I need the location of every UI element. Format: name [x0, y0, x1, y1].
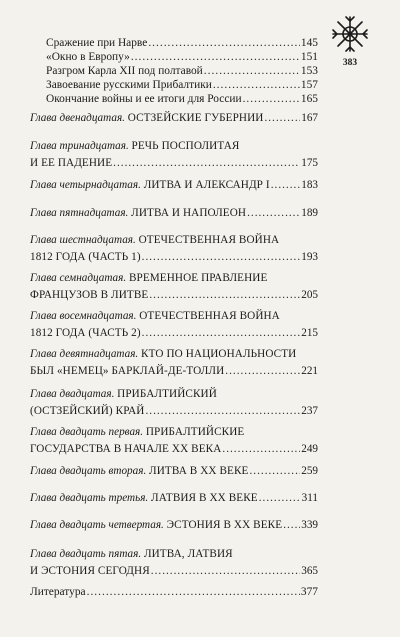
toc-entry-page: 215 — [301, 327, 318, 339]
toc-entry-line — [30, 547, 318, 561]
chapter-title-line: И ЕЕ ПАДЕНИЕ — [30, 157, 113, 169]
toc-entry-line — [30, 250, 318, 264]
toc-entry-line — [30, 347, 318, 361]
toc-entry-page: 221 — [301, 365, 318, 377]
chapter-prefix: Глава двадцать третья. — [30, 492, 149, 504]
chapter-prefix: Глава восемнадцатая. — [30, 310, 137, 322]
chapter-prefix: Глава шестнадцатая. — [30, 234, 136, 246]
toc-chapter-title — [30, 288, 148, 302]
toc-entry-line — [30, 404, 318, 418]
toc-chapter-title — [30, 347, 296, 361]
toc-entry-title: Разгром Карла XII под полтавой — [46, 65, 203, 77]
chapter-prefix: Глава двадцать пятая. — [30, 548, 142, 560]
toc-entry-page: 167 — [301, 112, 318, 124]
toc-chapter-title — [30, 139, 239, 153]
toc-entry-title: «Окно в Европу» — [46, 51, 130, 63]
toc-entry-page: 237 — [301, 405, 318, 417]
toc-chapter-title — [30, 425, 244, 439]
chapter-prefix: Глава двадцатая. — [30, 388, 115, 400]
chapter-prefix: Глава двадцать четвертая. — [30, 519, 164, 531]
toc-chapter-entry — [30, 206, 318, 220]
toc-chapter-title — [30, 404, 144, 418]
toc-entry-title: Сражение при Нарве — [46, 37, 148, 49]
toc-entry-line — [30, 309, 318, 323]
toc-chapter-title — [30, 271, 267, 285]
chapter-prefix: Глава девятнадцатая. — [30, 348, 139, 360]
chapter-prefix: Глава двенадцатая. — [30, 112, 125, 124]
toc-chapter-title — [30, 326, 141, 340]
toc-entry-line — [30, 271, 318, 285]
toc-entry-line — [30, 364, 318, 378]
toc-chapter-entry — [30, 518, 318, 532]
toc-entry-page: 189 — [301, 207, 318, 219]
toc-chapter-title — [30, 156, 112, 170]
toc-entry-page: 153 — [300, 65, 318, 77]
toc-entry-page: 259 — [301, 465, 318, 477]
toc-entry-line — [30, 139, 318, 153]
compass-star-emblem-icon — [330, 14, 370, 54]
chapter-title-line: ЛИТВА И НАПОЛЕОН — [131, 207, 247, 219]
chapter-prefix: Глава двадцать первая. — [30, 426, 144, 438]
leader-dots — [148, 36, 300, 50]
leader-dots — [87, 585, 300, 599]
chapter-title-line: ФРАНЦУЗОВ В ЛИТВЕ — [30, 289, 149, 301]
toc-entry-page: 145 — [300, 37, 318, 49]
leader-dots — [142, 326, 301, 340]
toc-entry-line — [30, 206, 318, 220]
toc-entry-line — [30, 156, 318, 170]
toc-chapter-title — [30, 518, 282, 532]
toc-entry-title: Окончание войны и ее итоги для России — [46, 93, 242, 105]
toc-chapter-entry — [30, 464, 318, 478]
chapter-title-line: ОТЕЧЕСТВЕННАЯ ВОЙНА — [138, 234, 280, 246]
leader-dots — [113, 156, 300, 170]
toc-chapter-entry — [30, 139, 318, 170]
leader-dots — [213, 78, 300, 92]
chapter-prefix: Глава семнадцатая. — [30, 272, 127, 284]
chapter-title-line: 1812 ГОДА (ЧАСТЬ 1) — [30, 251, 141, 263]
leader-dots — [247, 206, 300, 220]
toc-entry-line — [46, 64, 318, 78]
leader-dots — [151, 564, 300, 578]
toc-entry-page: 157 — [300, 79, 318, 91]
chapter-prefix: Глава тринадцатая. — [30, 140, 129, 152]
toc-chapter-entry — [30, 111, 318, 125]
toc-chapter-entry — [30, 271, 318, 302]
chapter-title-line: ЛИТВА, ЛАТВИЯ — [143, 548, 233, 560]
chapter-title-line: ОТЕЧЕСТВЕННАЯ ВОЙНА — [139, 310, 280, 322]
leader-dots — [142, 250, 301, 264]
toc-chapter-title — [30, 442, 221, 456]
toc-entry-line — [46, 50, 318, 64]
toc-entry-line — [30, 387, 318, 401]
toc-entry-page: 377 — [300, 586, 318, 598]
toc-entry-title: Литература — [30, 586, 86, 598]
toc-entry-line — [30, 491, 318, 505]
toc-sub-entry — [46, 92, 318, 106]
toc-entry-title: Завоевание русскими Прибалтики — [46, 79, 212, 91]
chapter-title-line: ЭСТОНИЯ В ХХ ВЕКЕ — [166, 519, 283, 531]
chapter-title-line: ВРЕМЕННОЕ ПРАВЛЕНИЕ — [128, 272, 268, 284]
toc-entry-line — [46, 92, 318, 106]
toc-entry-line — [30, 326, 318, 340]
toc-chapter-entry — [30, 309, 318, 340]
toc-entry-page: 339 — [301, 519, 318, 531]
toc-chapter-entry — [30, 387, 318, 418]
page-number: 383 — [342, 58, 358, 68]
toc-entry-line — [46, 36, 318, 50]
chapter-prefix: Глава двадцать вторая. — [30, 465, 147, 477]
toc-entry-page: 205 — [301, 289, 318, 301]
toc-entry-line — [30, 564, 318, 578]
toc-entry-page: 249 — [301, 443, 318, 455]
leader-dots — [131, 50, 300, 64]
leader-dots — [264, 111, 300, 125]
toc-entry-line — [30, 425, 318, 439]
chapter-title-line: ЛИТВА И АЛЕКСАНДР I — [143, 179, 270, 191]
chapter-title-line: ЛАТВИЯ В ХХ ВЕКЕ — [151, 492, 258, 504]
toc-chapter-title — [30, 387, 217, 401]
leader-dots — [250, 464, 301, 478]
toc-entry-line — [46, 78, 318, 92]
chapter-title-line: 1812 ГОДА (ЧАСТЬ 2) — [30, 327, 141, 339]
leader-dots — [283, 518, 300, 532]
toc-chapter-entry — [30, 347, 318, 378]
toc-chapter-entry — [30, 178, 318, 192]
toc-chapter-entry — [30, 425, 318, 456]
toc-chapter-title — [30, 547, 233, 561]
chapter-title-line: ГОСУДАРСТВА В НАЧАЛЕ ХХ ВЕКА — [30, 443, 222, 455]
chapter-title-line: ПРИБАЛТИЙСКИЙ — [117, 388, 217, 400]
chapter-title-line: РЕЧЬ ПОСПОЛИТАЯ — [131, 140, 240, 152]
toc-chapter-title — [30, 178, 270, 192]
leader-dots — [259, 491, 301, 505]
toc-chapter-title — [30, 111, 263, 125]
toc-entry-line — [30, 585, 318, 599]
toc-chapter-title — [30, 250, 141, 264]
toc-entry-line — [30, 442, 318, 456]
toc-entry-line — [30, 518, 318, 532]
toc-entry-line — [30, 233, 318, 247]
toc-chapter-title — [30, 364, 224, 378]
toc-sub-entry — [46, 36, 318, 50]
chapter-prefix: Глава пятнадцатая. — [30, 207, 129, 219]
toc-sub-entry — [46, 50, 318, 64]
toc-literature-entry — [30, 585, 318, 599]
chapter-title-line: (ОСТЗЕЙСКИЙ) КРАЙ — [30, 405, 145, 417]
leader-dots — [222, 442, 300, 456]
toc-entry-line — [30, 178, 318, 192]
toc-entry-page: 193 — [301, 251, 318, 263]
chapter-title-line: КТО ПО НАЦИОНАЛЬНОСТИ — [141, 348, 297, 360]
leader-dots — [271, 178, 300, 192]
toc-chapter-title — [30, 564, 150, 578]
toc-chapter-entry — [30, 233, 318, 264]
toc-entry-page: 183 — [301, 179, 318, 191]
leader-dots — [204, 64, 300, 78]
chapter-prefix: Глава четырнадцатая. — [30, 179, 141, 191]
toc-chapter-entry — [30, 491, 318, 505]
chapter-title-line: ПРИБАЛТИЙСКИЕ — [145, 426, 245, 438]
leader-dots — [145, 404, 300, 418]
toc-entry-page: 175 — [301, 157, 318, 169]
toc-entry-page: 365 — [301, 565, 318, 577]
toc-chapter-title — [30, 464, 249, 478]
chapter-title-line: ЛИТВА В ХХ ВЕКЕ — [149, 465, 249, 477]
toc-entry-line — [30, 288, 318, 302]
toc-chapter-title — [30, 233, 279, 247]
leader-dots — [225, 364, 300, 378]
toc-sub-entry — [46, 64, 318, 78]
chapter-title-line: И ЭСТОНИЯ СЕГОДНЯ — [30, 565, 150, 577]
leader-dots — [243, 92, 300, 106]
chapter-title-line: ОСТЗЕЙСКИЕ ГУБЕРНИИ — [127, 112, 264, 124]
toc-entry-page: 311 — [301, 492, 318, 504]
toc-entry-line — [30, 111, 318, 125]
leader-dots — [149, 288, 300, 302]
toc-sub-entry — [46, 78, 318, 92]
toc-chapter-entry — [30, 547, 318, 578]
toc-chapter-title — [30, 309, 280, 323]
toc-chapter-title — [30, 491, 258, 505]
toc-entry-page: 151 — [300, 51, 318, 63]
chapter-title-line: БЫЛ «НЕМЕЦ» БАРКЛАЙ-ДЕ-ТОЛЛИ — [30, 365, 225, 377]
toc-entry-page: 165 — [300, 93, 318, 105]
toc-chapter-title — [30, 206, 246, 220]
toc-entry-line — [30, 464, 318, 478]
